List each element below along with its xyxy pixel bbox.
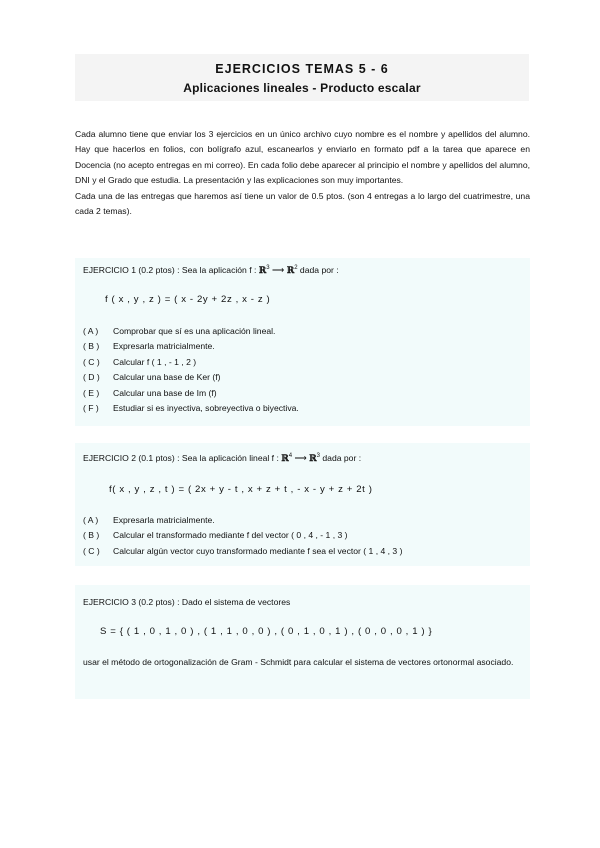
exercise-2-items [83,513,402,559]
title-block [75,54,529,101]
list-item: ( C ) Calcular f ( 1 , - 1 , 2 ) [83,356,197,367]
exercise-3-text: usar el método de ortogonalización de Gram - Schmidt para calcular el sistema de vectores ortonormal asociado. [83,657,514,667]
domain-exponent: 3 [266,265,270,272]
instructions-paragraph-1: Cada alumno tiene que enviar los 3 ejercicios en un único archivo cuyo nombre es el nombre y apellidos del alumno. Hay que hacerlos en folios, con bolígrafo azul, escanearlos y enviarlo en formato pdf a la tarea que aparece en Docencia (no acepto entregas en mi correo). En cada folio debe aparecer al principio el nombre y apellidos del alumno, DNI y el Grado que estudia. La presentación y las explicaciones son muy importantes. [75,129,530,186]
list-item: ( D ) Calcular una base de Ker (f) [83,372,221,383]
exercise-1-heading [83,265,339,276]
codomain-exponent: 2 [294,265,298,272]
domain-symbol: ℝ [258,266,267,276]
exercise-2-heading-text: EJERCICIO 2 (0.1 ptos) : Sea la aplicación lineal f : [83,453,282,463]
exercise-1-items [83,324,299,416]
instructions-paragraph-2: Cada una de las entregas que haremos así tiene un valor de 0.5 ptos. (son 4 entregas a lo largo del cuatrimestre, una cada 2 temas). [75,190,530,217]
codomain-symbol: ℝ [286,266,295,276]
exercise-3-formula: S = { ( 1 , 0 , 1 , 0 ) , ( 1 , 1 , 0 , 0 ) , ( 0 , 1 , 0 , 1 ) , ( 0 , 0 , 0 , 1 ) } [100,626,433,637]
page-title: EJERCICIOS TEMAS 5 - 6 [215,62,389,76]
exercise-1-formula: f ( x , y , z ) = ( x - 2y + 2z , x - z ) [105,294,271,305]
exercise-1-box [75,258,530,426]
domain-symbol: ℝ [281,454,289,464]
exercise-1-heading-tail: dada por : [297,265,339,275]
arrow-symbol: ⟶ [269,265,287,275]
list-item: ( C ) Calcular algún vector cuyo transformado mediante f sea el vector ( 1 , 4 , 3 ) [83,545,403,556]
arrow-symbol: ⟶ [292,453,310,463]
list-item: ( F ) Estudiar si es inyectiva, sobreyectiva o biyectiva. [83,403,299,414]
exercise-1-heading-text: EJERCICIO 1 (0.2 ptos) : Sea la aplicación f : [83,265,259,275]
codomain-exponent: 3 [316,453,320,460]
list-item: ( A ) Comprobar que sí es una aplicación lineal. [83,326,276,336]
exercise-2-heading [83,453,361,464]
list-item: ( B ) Expresarla matricialmente. [83,341,215,352]
page-subtitle: Aplicaciones lineales - Producto escalar [183,81,421,95]
instructions [75,127,530,219]
exercise-3-heading: EJERCICIO 3 (0.2 ptos) : Dado el sistema de vectores [83,597,291,607]
exercise-3-box [75,585,530,699]
codomain-symbol: ℝ [309,454,317,464]
exercise-2-heading-tail: dada por : [320,453,362,463]
list-item: ( A ) Expresarla matricialmente. [83,515,215,525]
domain-exponent: 4 [288,453,293,460]
exercise-2-box [75,443,530,566]
list-item: ( B ) Calcular el transformado mediante f del vector ( 0 , 4 , - 1 , 3 ) [83,530,348,541]
exercise-2-formula: f( x , y , z , t ) = ( 2x + y - t , x + z + t , - x - y + z + 2t ) [109,484,373,495]
list-item: ( E ) Calcular una base de Im (f) [83,387,217,398]
